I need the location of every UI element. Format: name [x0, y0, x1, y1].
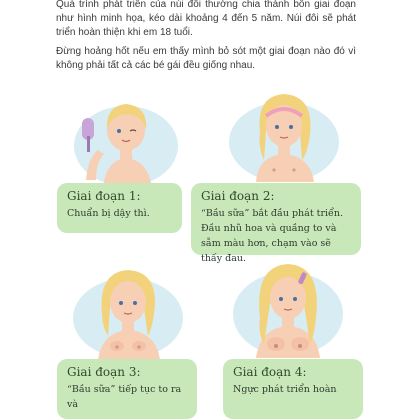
illustration-stage-3: [68, 262, 188, 360]
illustration-stage-1: [68, 88, 178, 188]
stage-4-title: Giai đoạn 4:: [233, 365, 307, 379]
stage-3-title: Giai đoạn 3:: [67, 365, 141, 379]
stage-2-card: [191, 183, 361, 264]
illustration-stage-2: [222, 82, 342, 182]
stage-4-text: Ngực phát triển hoàn: [233, 384, 337, 395]
intro-paragraph-2: Đừng hoảng hốt nếu em thấy mình bỏ sót một giai đoạn nào đó vì không phải tất cả các bé gái đều giống nhau.: [56, 46, 356, 71]
stage-1-card: [57, 183, 182, 233]
illustration-stage-4: [226, 258, 348, 358]
stage-1-text: Chuẩn bị dậy thì.: [67, 208, 150, 219]
stage-1-title: Giai đoạn 1:: [67, 189, 141, 203]
stage-3-text: “Bầu sữa” tiếp tục to ra và: [67, 384, 182, 410]
stage-2-text: “Bầu sữa” bắt đầu phát triển. Đầu nhũ hoa và quầng to và sẫm màu hơn, chạm vào sẽ thấy đau.: [201, 208, 344, 264]
stage-4-card: [223, 359, 363, 419]
intro-paragraph-1: Quá trình phát triển của núi đôi thường chia thành bốn giai đoạn như hình minh họa, kéo dài khoảng 4 đến 5 năm. Núi đôi sẽ phát triển hoàn thiện khi em 18 tuổi.: [56, 0, 356, 38]
stage-2-title: Giai đoạn 2:: [201, 189, 275, 203]
stage-3-card: [57, 359, 197, 419]
